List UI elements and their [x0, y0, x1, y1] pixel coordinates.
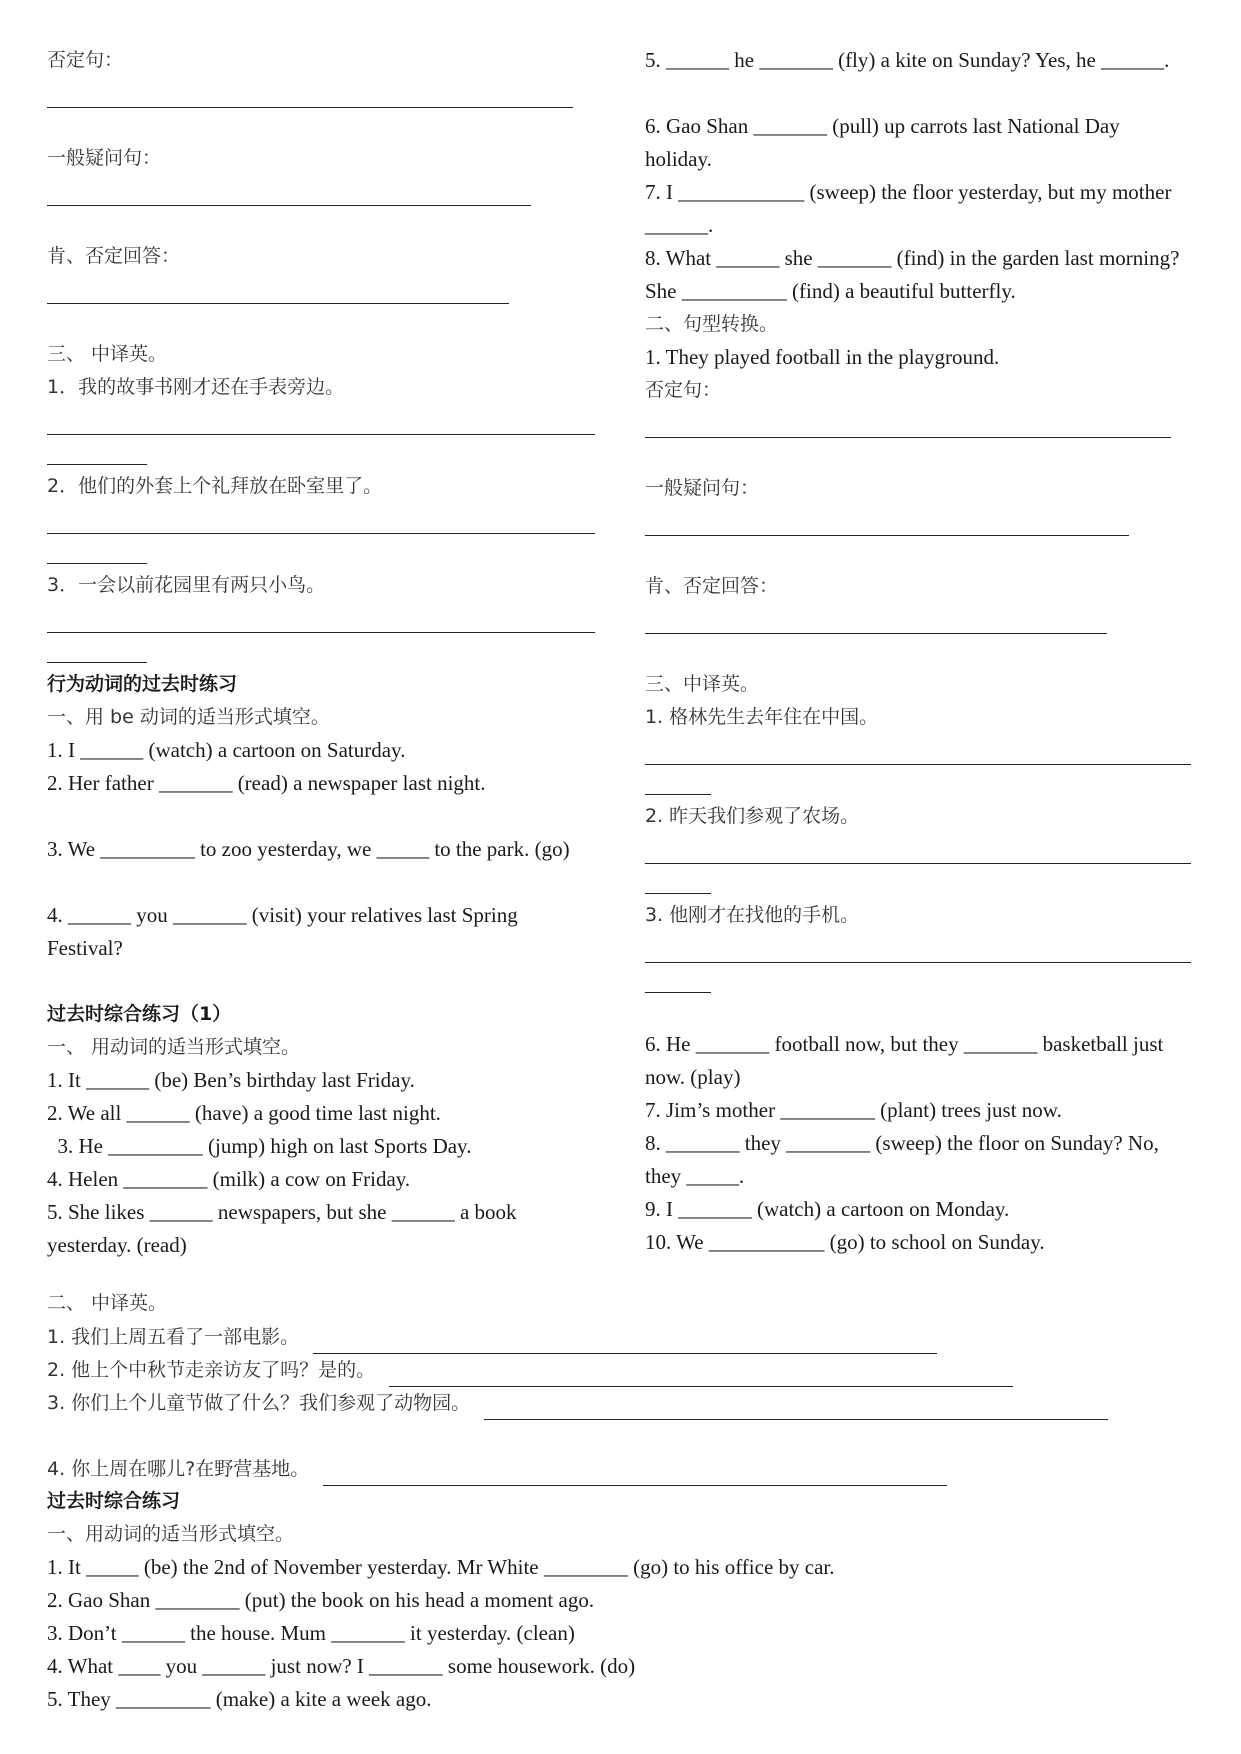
question-text: 1. I ______ (watch) a cartoon on Saturday.: [47, 738, 406, 762]
question-text: 9. I _______ (watch) a cartoon on Monday.: [645, 1197, 1010, 1221]
answer-line: [389, 1364, 1013, 1387]
section-heading: 二、句型转换。: [645, 313, 779, 335]
question-text: 3. He _________ (jump) high on last Sports Day.: [47, 1134, 472, 1158]
answer-line: [645, 767, 1220, 800]
section-heading: 二、 中译英。: [47, 1292, 168, 1314]
question-text: 10. We ___________ (go) to school on Sunday.: [645, 1230, 1045, 1254]
answer-line: [47, 536, 607, 569]
short-answer-label: 肯、否定回答：: [47, 245, 181, 267]
question-text: 2. 他上个中秋节走亲访友了吗？是的。: [47, 1359, 376, 1381]
question-text: Festival?: [47, 936, 123, 960]
answer-line: [645, 505, 1220, 538]
section-heading: 一、 用动词的适当形式填空。: [47, 1036, 301, 1058]
question-text: 8. What ______ she _______ (find) in the garden last morning?: [645, 246, 1180, 270]
section-title: 过去时综合练习: [47, 1490, 181, 1512]
answer-line: [47, 77, 607, 110]
question-text: 5. They _________ (make) a kite a week ago.: [47, 1687, 432, 1711]
question-text: 5. She likes ______ newspapers, but she ______ a book: [47, 1200, 517, 1224]
answer-line: [645, 965, 1220, 998]
question-text: 6. Gao Shan _______ (pull) up carrots last National Day: [645, 114, 1120, 138]
question-text: 2．他们的外套上个礼拜放在卧室里了。: [47, 475, 383, 497]
answer-line: [47, 175, 607, 208]
question-text: 1. It ______ (be) Ben’s birthday last Friday.: [47, 1068, 415, 1092]
question-text: 2. Her father _______ (read) a newspaper last night.: [47, 771, 486, 795]
answer-line: [484, 1397, 1108, 1420]
question-text: 2. Gao Shan ________ (put) the book on his head a moment ago.: [47, 1588, 595, 1612]
negative-label: 否定句：: [47, 49, 124, 71]
answer-line: [47, 503, 607, 536]
translation-item: [47, 1320, 1217, 1353]
question-text: 4. Helen ________ (milk) a cow on Friday.: [47, 1167, 411, 1191]
question-text: 5. ______ he _______ (fly) a kite on Sunday? Yes, he ______.: [645, 48, 1170, 72]
negative-label: 否定句：: [645, 379, 722, 401]
answer-line: [47, 602, 607, 635]
translation-item: [47, 1353, 1217, 1386]
question-text: 6. He _______ football now, but they _______ basketball just: [645, 1032, 1164, 1056]
question-text: 7. I ____________ (sweep) the floor yesterday, but my mother: [645, 180, 1172, 204]
question-text: 4. ______ you _______ (visit) your relatives last Spring: [47, 903, 518, 927]
question-text: 3. 他刚才在找他的手机。: [645, 904, 860, 926]
question-text: She __________ (find) a beautiful butterfly.: [645, 279, 1016, 303]
question-text: 3．一会以前花园里有两只小鸟。: [47, 574, 326, 596]
answer-line: [645, 833, 1220, 866]
answer-line: [47, 404, 607, 437]
question-text: 4. 你上周在哪儿?在野营基地。: [47, 1458, 310, 1480]
question-text: 1．我的故事书刚才还在手表旁边。: [47, 376, 345, 398]
question-text: 1. 格林先生去年住在中国。: [645, 706, 879, 728]
translation-item: [47, 1452, 1217, 1485]
section-title: 过去时综合练习（1）: [47, 1003, 232, 1025]
section-heading: 三、 中译英。: [47, 343, 168, 365]
answer-line: [645, 407, 1220, 440]
answer-line: [47, 273, 607, 306]
section-title: 行为动词的过去时练习: [47, 673, 238, 695]
question-text: 4. What ____ you ______ just now? I _______ some housework. (do): [47, 1654, 636, 1678]
answer-line: [323, 1463, 947, 1486]
bottom-section: [47, 1287, 1217, 1716]
question-text: 1. 我们上周五看了一部电影。: [47, 1326, 300, 1348]
answer-line: [47, 635, 607, 668]
answer-line: [645, 603, 1220, 636]
question-text: now. (play): [645, 1065, 741, 1089]
answer-line: [47, 437, 607, 470]
question-text: yesterday. (read): [47, 1233, 187, 1257]
answer-line: [645, 734, 1220, 767]
answer-line: [645, 932, 1220, 965]
question-text: 2. 昨天我们参观了农场。: [645, 805, 860, 827]
question-text: they _____.: [645, 1164, 745, 1188]
section-heading: 一、用 be 动词的适当形式填空。: [47, 706, 330, 728]
question-text: 3. Don’t ______ the house. Mum _______ it yesterday. (clean): [47, 1621, 575, 1645]
left-column: [47, 44, 607, 1262]
yes-no-question-label: 一般疑问句：: [645, 477, 760, 499]
right-column: [645, 44, 1220, 1259]
question-text: ______.: [645, 213, 714, 237]
question-text: 1. They played football in the playground.: [645, 345, 1000, 369]
translation-item: [47, 1386, 1217, 1419]
question-text: 2. We all ______ (have) a good time last night.: [47, 1101, 441, 1125]
answer-line: [645, 866, 1220, 899]
question-text: 7. Jim’s mother _________ (plant) trees just now.: [645, 1098, 1062, 1122]
yes-no-question-label: 一般疑问句：: [47, 147, 162, 169]
answer-line: [313, 1331, 937, 1354]
section-heading: 三、中译英。: [645, 673, 760, 695]
section-heading: 一、用动词的适当形式填空。: [47, 1523, 295, 1545]
question-text: holiday.: [645, 147, 712, 171]
question-text: 3. We _________ to zoo yesterday, we _____ to the park. (go): [47, 837, 570, 861]
question-text: 3. 你们上个儿童节做了什么？我们参观了动物园。: [47, 1392, 471, 1414]
question-text: 8. _______ they ________ (sweep) the floor on Sunday? No,: [645, 1131, 1159, 1155]
question-text: 1. It _____ (be) the 2nd of November yesterday. Mr White ________ (go) to his office by car.: [47, 1555, 835, 1579]
short-answer-label: 肯、否定回答：: [645, 575, 779, 597]
